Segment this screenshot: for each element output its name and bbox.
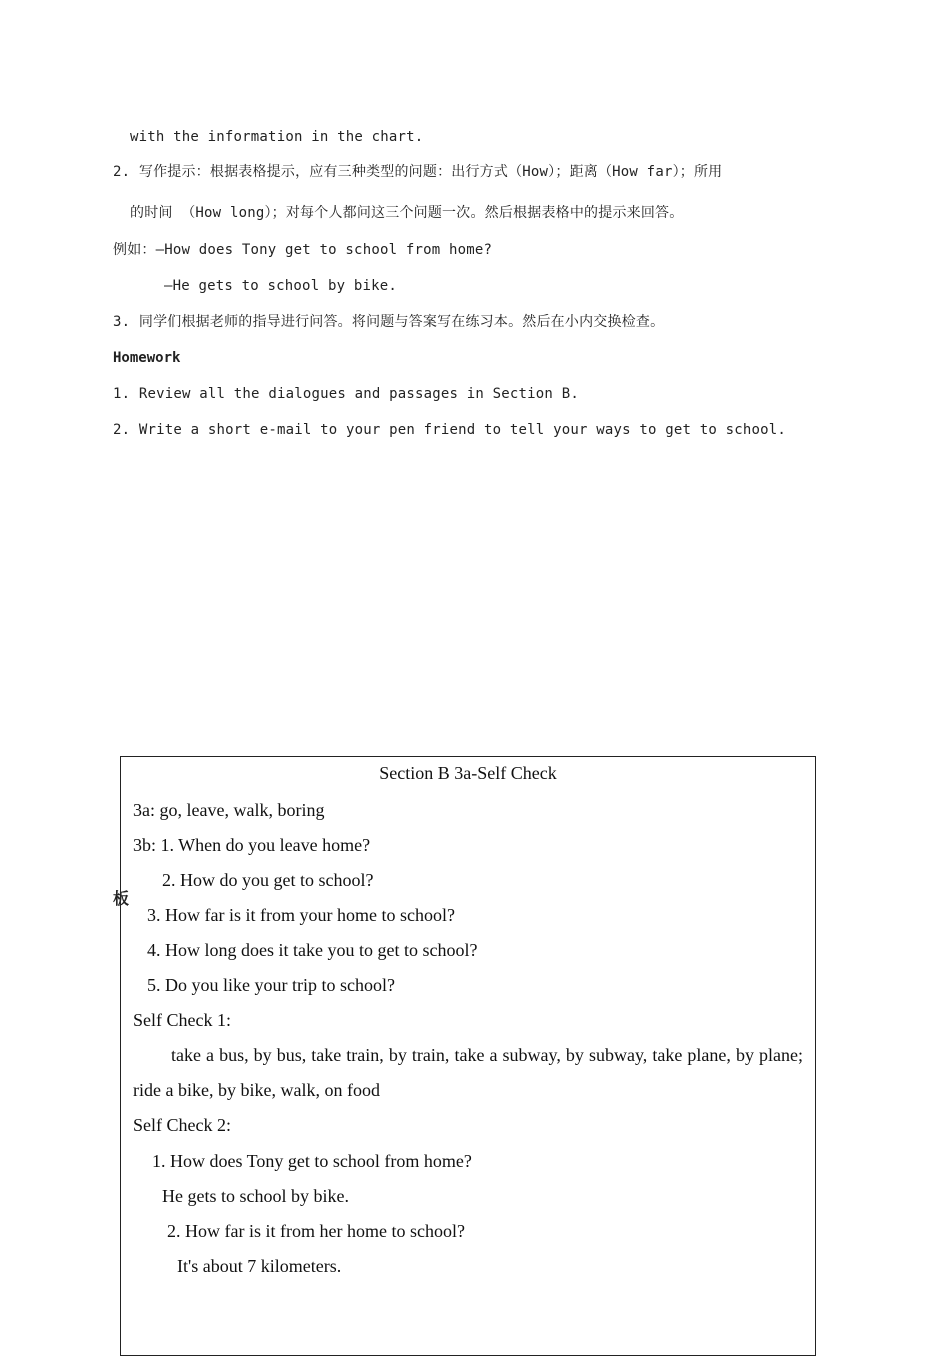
writing-tip-line: 2. 写作提示：根据表格提示，应有三种类型的问题：出行方式（How）；距离（How far）；所用 [113,164,723,180]
exercise-line-continuation: with the information in the chart. [130,129,424,145]
homework-item-2: 2. Write a short e-mail to your pen friend to tell your ways to get to school. [113,422,787,438]
homework-heading: Homework [113,350,181,366]
self-check-2-a1: He gets to school by bike. [162,1186,349,1206]
answer-3b-q3: 3. How far is it from your home to school? [147,905,455,925]
answer-3b-q1: 3b: 1. When do you leave home? [133,835,371,855]
self-check-2-q2: 2. How far is it from her home to school? [167,1221,465,1241]
self-check-2-q1: 1. How does Tony get to school from home? [152,1151,472,1171]
writing-tip-line-continued: 的时间 （How long）；对每个人都问这三个问题一次。然后根据表格中的提示来回答。 [130,205,684,221]
self-check-1-label: Self Check 1: [133,1010,231,1030]
answer-3b-q4: 4. How long does it take you to get to school? [147,940,478,960]
answer-key-title: Section B 3a-Self Check [379,763,557,783]
answer-3b-q5: 5. Do you like your trip to school? [147,975,395,995]
example-question: 例如：—How does Tony get to school from home? [113,242,493,258]
answer-3b-q2: 2. How do you get to school? [162,870,374,890]
answer-key-box [120,756,816,1356]
instruction-line: 3. 同学们根据老师的指导进行问答。将问题与答案写在练习本。然后在小内交换检查。 [113,314,665,330]
example-answer: —He gets to school by bike. [164,278,397,294]
self-check-2-label: Self Check 2: [133,1115,231,1135]
self-check-2-a2: It's about 7 kilometers. [177,1256,342,1276]
homework-item-1: 1. Review all the dialogues and passages in Section B. [113,386,579,402]
answer-3a: 3a: go, leave, walk, boring [133,800,325,820]
partially-hidden-heading-char: 板 [113,889,130,908]
self-check-1-text: take a bus, by bus, take train, by train, take a subway, by subway, take plane, by plane; ride a bike, by bike, walk, on food [133,1045,803,1100]
